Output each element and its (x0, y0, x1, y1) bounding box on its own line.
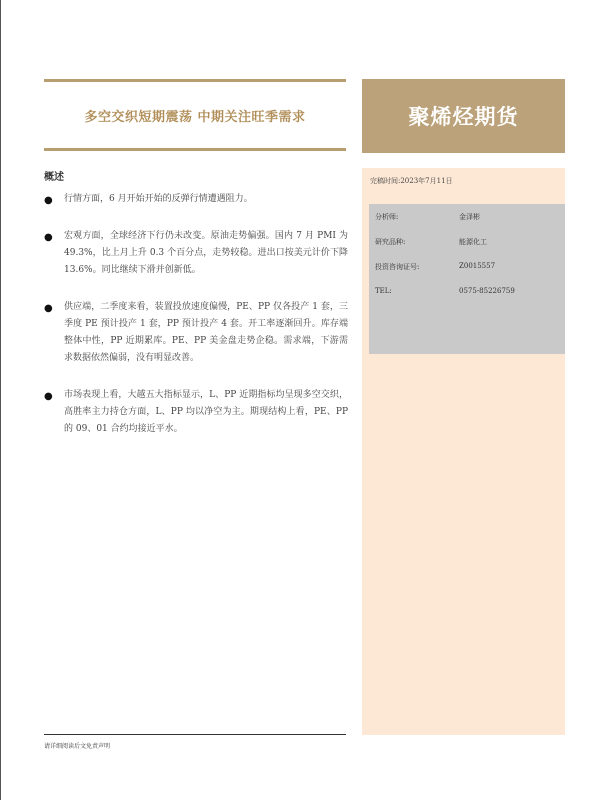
bullet-item (44, 387, 348, 438)
brand-title: 聚烯烃期货 (408, 105, 519, 129)
bullet-item (44, 191, 348, 208)
bullet-dot-icon: ● (44, 391, 53, 402)
info-key: 分析师: (375, 213, 399, 221)
bullet-dot-icon: ● (44, 195, 53, 206)
analyst-info-box (369, 204, 565, 354)
info-value: 能源化工 (459, 238, 487, 246)
footer-rule (44, 734, 346, 735)
bullet-text: 行情方面，6 月开始开始的反弹行情遭遇阻力。 (64, 194, 253, 204)
title-bottom-rule (44, 148, 346, 151)
bullet-dot-icon: ● (44, 303, 53, 314)
finish-time: 完稿时间:2023年7月11日 (370, 177, 453, 185)
footer-disclaimer: 请详细阅读后文免责声明 (44, 743, 111, 750)
bullet-text: 市场表现上看，大越五大指标显示，L、PP 近期指标均呈现多空交织，高胜率主力持仓方面，L、PP 均以净空为主。期现结构上看，PE、PP 的 09、01 合约均接近平水。 (64, 390, 348, 434)
overview-heading: 概述 (44, 172, 64, 183)
info-value: 金泽彬 (459, 213, 480, 221)
info-key: 研究品种: (375, 238, 406, 246)
info-key: 投资咨询证号: (375, 263, 420, 271)
bullet-item (44, 299, 348, 367)
bullet-text: 供应端，二季度来看，装置投放速度偏慢，PE、PP 仅各投产 1 套，三季度 PE 预计投产 1 套，PP 预计投产 4 套。开工率逐渐回升。库存端整体中性，PP 近期累库。PE、PP 美金盘走势企稳。需求端，下游需求数据依然偏弱，没有明显改善。 (64, 302, 348, 363)
info-value: Z0015557 (459, 262, 496, 270)
overview-bullet-list (44, 191, 348, 438)
info-value: 0575-85226759 (459, 287, 515, 295)
info-key: TEL: (375, 287, 392, 295)
bullet-dot-icon: ● (44, 232, 53, 243)
brand-banner (362, 79, 565, 153)
bullet-item (44, 228, 348, 279)
title-top-rule (44, 79, 346, 82)
page-left-border (0, 0, 1, 800)
bullet-text: 宏观方面，全球经济下行仍未改变。原油走势偏强。国内 7 月 PMI 为 49.3%，比上月上升 0.3 个百分点，走势较稳。进出口按美元计价下降 13.6%。同比继续下滑并创新低。 (64, 231, 348, 275)
report-title: 多空交织短期震荡 中期关注旺季需求 (84, 110, 306, 125)
